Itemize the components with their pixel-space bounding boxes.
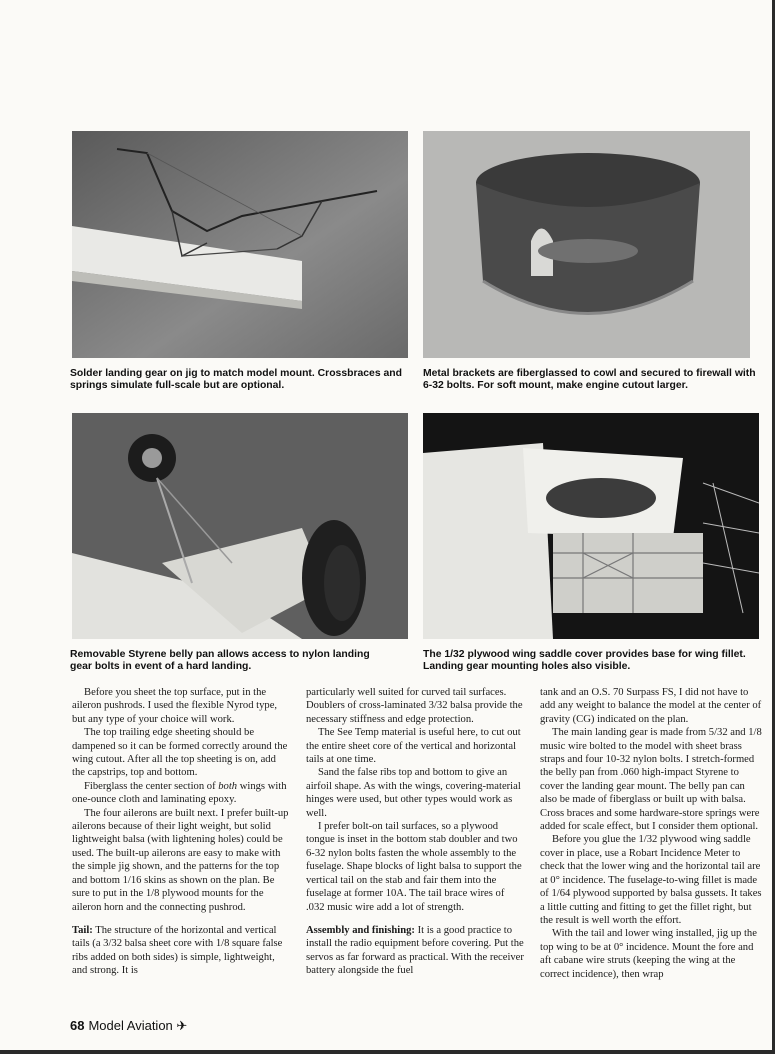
paragraph: particularly well suited for curved tail surfaces. Doublers of cross-laminated 3/32 balsa provide the necessary stiffness and edge protection. [306,687,523,725]
paragraph: tank and an O.S. 70 Surpass FS, I did not have to add any weight to balance the model at the center of gravity (CG) indicated on the plan. [540,687,762,725]
subhead-assembly: Assembly and finishing: [306,924,415,936]
paragraph [72,924,290,978]
caption-wing-saddle [423,649,763,674]
paragraph: I prefer bolt-on tail surfaces, so a plywood tongue is inset in the bottom stab doubler and two 6-32 nylon bolts fasten the whole assembly to the fuselage. Shape blocks of light balsa to support the vertical tail on the stab and fair them into the fuselage at former 10A. The tail brace wires of .032 music wire add a lot of strength. [306,821,522,913]
text-run: The structure of the horizontal and vertical tails (a 3/32 balsa sheet core with 1/8 square false ribs added on both sides) is simple, lightweight, and strong. It is [72,924,283,977]
caption-belly-pan: Removable Styrene belly pan allows access to nylon landing gear bolts in event of a hard landing. [70,649,370,673]
paragraph: Before you sheet the top surface, put in the aileron pushrods. I used the flexible Nyrod type, but any type of your choice will work. [72,687,278,725]
article-column-3 [540,686,762,981]
text-run: Fiberglass the center section of [84,780,219,792]
paragraph: The main landing gear is made from 5/32 and 1/8 music wire bolted to the model with sheet brass straps and four 10-32 nylon bolts. I stretch-formed the belly pan from .060 high-impact Styrene to cover the landing gear mount. The belly pan can also be made of fiberglass or built up with balsa. Cross braces and some hardware-store springs were added for scale effect, but I consider them optional. [540,727,762,833]
paragraph: With the tail and lower wing installed, jig up the top wing to be at 0° incidence. Mount the fore and aft cabane wire struts (keeping the wing at the correct incidence), then wrap [540,928,757,980]
photo-cowl-brackets-image [423,131,750,358]
paragraph: The See Temp material is useful here, to cut out the entire sheet core of the vertical and horizontal tails at one time. [306,727,521,766]
caption-cowl-brackets: Metal brackets are fiberglassed to cowl and secured to firewall with 6-32 bolts. For soft mount, make engine cutout larger. [423,368,756,392]
photo-belly-pan [72,413,408,639]
page-footer [70,1018,187,1034]
article-column-2 [306,686,524,978]
text-run: wings with one-ounce cloth and laminating epoxy. [72,780,287,806]
paragraph: Before you glue the 1/32 plywood wing saddle cover in place, use a Robart Incidence Meter to check that the lower wing and the horizontal tail are at 0° incidence. The fuselage-to-wing fillet is made of 1/64 plywood supported by balsa gussets. It takes a little cutting and fitting to get the fillet right, but the result is well worth the effort. [540,834,762,926]
emphasis: both [218,780,238,792]
article-column-1 [72,686,290,978]
photo-wing-saddle-image [423,413,759,639]
paragraph: Sand the false ribs top and bottom to give an airfoil shape. As with the wings, covering-material hinges were used, but other types would work as well. [306,767,521,819]
magazine-title: Model Aviation [88,1018,173,1033]
text-run: It is a good practice to install the radio equipment before covering. Put the servos as far forward as practical. With the receiver battery alongside the fuel [306,924,524,977]
paragraph: The four ailerons are built next. I prefer built-up ailerons because of their light weight, but solid lightweight balsa (with lightening holes) could be used. The built-up ailerons are easy to make with the simple jig shown, and the patterns for the top and bottom 1/16 skins as shown on the plan. Be sure to put in the 1/8 plywood mounts for the aileron horn and the connecting pushrod. [72,807,289,913]
caption-wing-saddle-text: The 1/32 plywood wing saddle cover provides base for wing fillet. Landing gear mounting holes also visible. [423,649,746,673]
page-number: 68 [70,1018,85,1033]
paragraph [72,780,290,807]
airplane-icon: ✈ [176,1018,188,1033]
paragraph [306,924,524,978]
photo-cowl-brackets [423,131,750,358]
subhead-tail: Tail: [72,924,93,936]
caption-landing-gear-jig: Solder landing gear on jig to match model mount. Crossbraces and springs simulate full-scale but are optional. [70,368,402,392]
photo-landing-gear-jig [72,131,408,358]
photo-landing-gear-jig-image [72,131,408,358]
paragraph: The top trailing edge sheeting should be dampened so it can be formed correctly around the wing cutout. After all the top sheeting is on, add the capstrips, top and bottom. [72,727,288,779]
photo-belly-pan-image [72,413,408,639]
photo-wing-saddle [423,413,759,639]
page-edge-bottom [0,1050,775,1054]
